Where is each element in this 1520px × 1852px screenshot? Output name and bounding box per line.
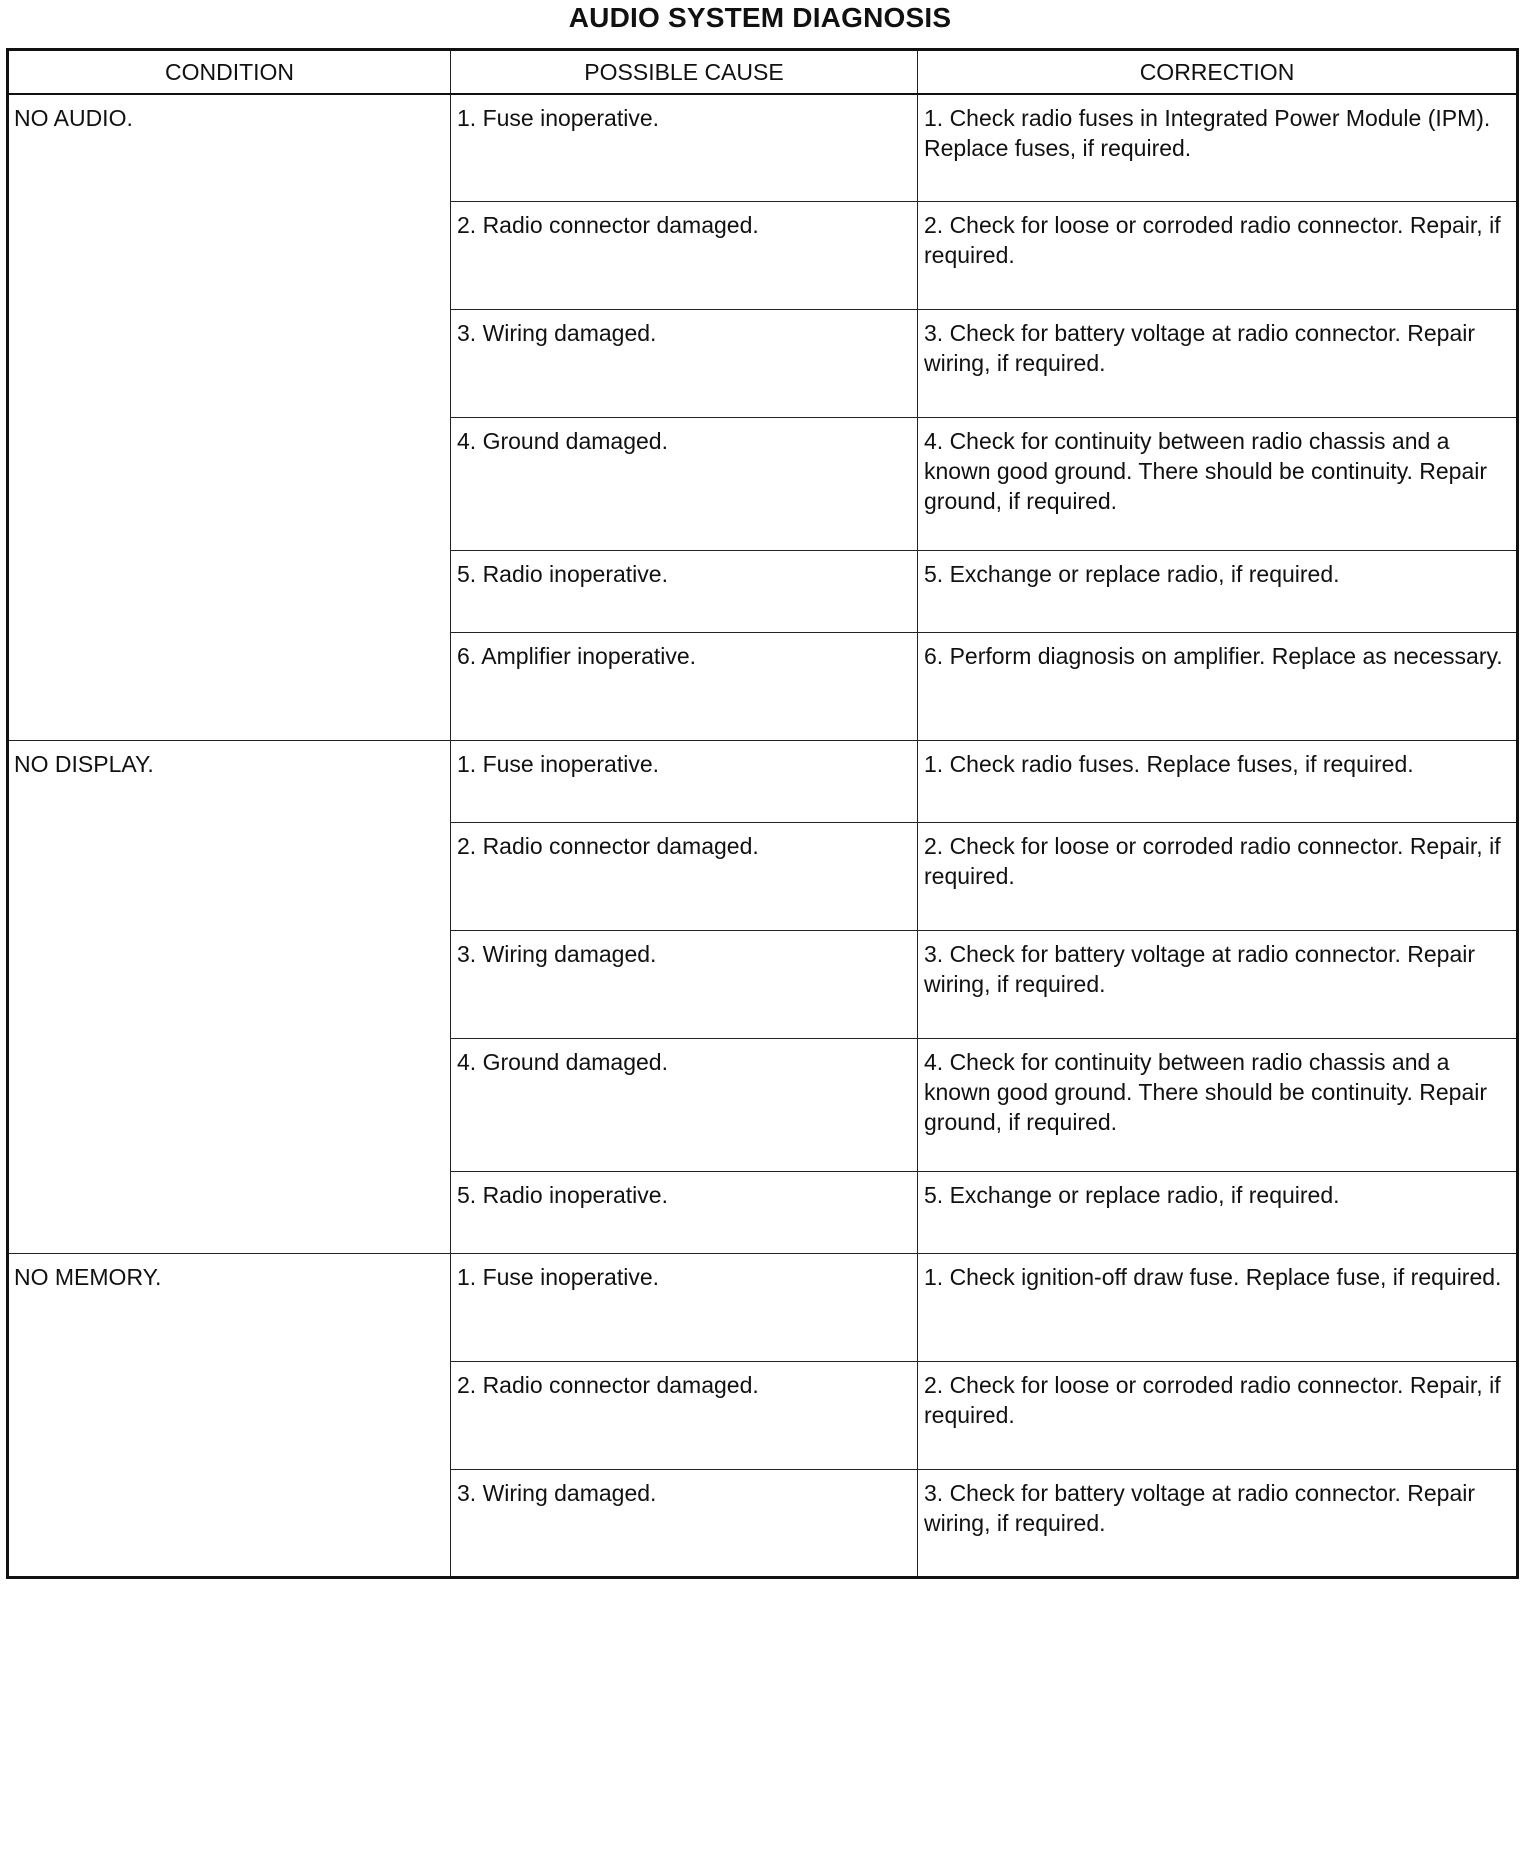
correction-cell: 1. Check radio fuses in Integrated Power Module (IPM). Replace fuses, if required.: [918, 94, 1518, 202]
correction-cell: 2. Check for loose or corroded radio connector. Repair, if required.: [918, 823, 1518, 931]
header-row: [8, 50, 1518, 94]
table-row: [8, 1254, 1518, 1362]
correction-cell: 5. Exchange or replace radio, if required.: [918, 551, 1518, 633]
correction-cell: 3. Check for battery voltage at radio connector. Repair wiring, if required.: [918, 1470, 1518, 1578]
correction-cell: 6. Perform diagnosis on amplifier. Replace as necessary.: [918, 633, 1518, 741]
condition-cell: NO DISPLAY.: [8, 741, 451, 1254]
correction-cell: 2. Check for loose or corroded radio connector. Repair, if required.: [918, 202, 1518, 310]
page-title: AUDIO SYSTEM DIAGNOSIS: [568, 2, 952, 33]
condition-cell: NO MEMORY.: [8, 1254, 451, 1578]
correction-cell: 1. Check ignition-off draw fuse. Replace fuse, if required.: [918, 1254, 1518, 1362]
column-header-possible-cause: POSSIBLE CAUSE: [451, 50, 918, 94]
correction-cell: 3. Check for battery voltage at radio connector. Repair wiring, if required.: [918, 931, 1518, 1039]
cause-cell: 5. Radio inoperative.: [451, 551, 918, 633]
cause-cell: 3. Wiring damaged.: [451, 1470, 918, 1578]
correction-cell: 3. Check for battery voltage at radio connector. Repair wiring, if required.: [918, 310, 1518, 418]
cause-cell: 3. Wiring damaged.: [451, 310, 918, 418]
cause-cell: 6. Amplifier inoperative.: [451, 633, 918, 741]
correction-cell: 2. Check for loose or corroded radio connector. Repair, if required.: [918, 1362, 1518, 1470]
correction-cell: 4. Check for continuity between radio chassis and a known good ground. There should be continuity. Repair ground, if required.: [918, 418, 1518, 551]
correction-cell: 4. Check for continuity between radio chassis and a known good ground. There should be continuity. Repair ground, if required.: [918, 1039, 1518, 1172]
cause-cell: 5. Radio inoperative.: [451, 1172, 918, 1254]
table-row: [8, 94, 1518, 202]
cause-cell: 3. Wiring damaged.: [451, 931, 918, 1039]
cause-cell: 2. Radio connector damaged.: [451, 823, 918, 931]
cause-cell: 2. Radio connector damaged.: [451, 202, 918, 310]
cause-cell: 4. Ground damaged.: [451, 1039, 918, 1172]
cause-cell: 1. Fuse inoperative.: [451, 1254, 918, 1362]
column-header-correction: CORRECTION: [918, 50, 1518, 94]
cause-cell: 1. Fuse inoperative.: [451, 741, 918, 823]
condition-cell: NO AUDIO.: [8, 94, 451, 741]
cause-cell: 2. Radio connector damaged.: [451, 1362, 918, 1470]
correction-cell: 1. Check radio fuses. Replace fuses, if required.: [918, 741, 1518, 823]
column-header-condition: CONDITION: [8, 50, 451, 94]
cause-cell: 1. Fuse inoperative.: [451, 94, 918, 202]
correction-cell: 5. Exchange or replace radio, if required.: [918, 1172, 1518, 1254]
cause-cell: 4. Ground damaged.: [451, 418, 918, 551]
diagnosis-table: [6, 48, 1519, 1579]
table-row: [8, 741, 1518, 823]
